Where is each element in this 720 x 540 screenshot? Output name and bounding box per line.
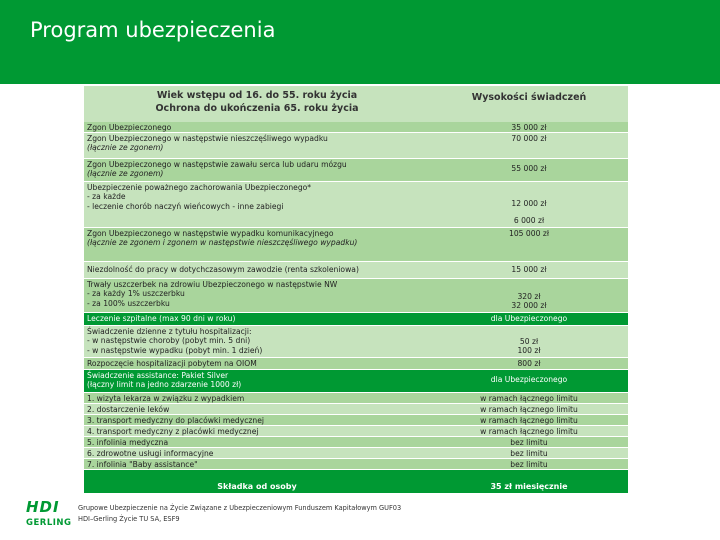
table-row [84,182,628,227]
row-value [430,292,628,311]
row-value-line: 50 zł [519,337,539,346]
row-label-line: - w następstwie wypadku (pobyt min. 1 dzień) [87,345,263,355]
header-benefit-amount: Wysokości świadczeń [471,92,587,103]
premium-row [84,470,628,493]
table-row [84,426,628,436]
table-row [84,404,628,414]
row-value [430,337,628,356]
row-label-line: - leczenie chorób naczyń wieńcowych - inne zabiegi [87,201,284,211]
logo-gerling-text: GERLING [26,518,72,528]
row-value: 70 000 zł [511,134,547,143]
row-label: 7. infolinia "Baby assistance" [87,460,198,469]
row-label [87,229,427,248]
row-label: Zgon Ubezpieczonego [87,123,172,132]
row-label [87,183,427,211]
row-label-line: - za każdy 1% uszczerbku [87,289,185,299]
row-label-line: Ubezpieczenie poważnego zachorowania Ubezpieczonego* [87,183,312,192]
hdi-gerling-logo [26,498,72,528]
row-value-line: 100 zł [517,346,541,356]
table-row [84,279,628,312]
premium-value: 35 zł miesięcznie [490,482,568,491]
row-label: 5. infolinia medyczna [87,438,169,447]
row-label: 2. dostarczenie leków [87,405,170,414]
row-value: w ramach łącznego limitu [480,405,578,414]
row-label: 6. zdrowotne usługi informacyjne [87,449,214,458]
table-row [84,262,628,278]
row-value: 15 000 zł [511,265,547,274]
logo-hdi-text: HDI [26,498,60,516]
row-label-line: (łącznie ze zgonem) [87,143,164,153]
row-label: Niezdolność do pracy w dotychczasowym zawodzie (renta szkoleniowa) [87,265,359,274]
row-value-line: 320 zł [517,292,541,301]
row-value: bez limitu [510,438,548,447]
row-value: bez limitu [510,449,548,458]
row-value: 105 000 zł [509,229,549,238]
row-value-line: 12 000 zł [511,199,547,208]
footnote [78,503,401,525]
table-row [84,437,628,447]
row-label: Rozpoczęcie hospitalizacji pobytem na OIOM [87,359,257,368]
row-value: bez limitu [510,460,548,469]
table-row [84,133,628,158]
header-bar [0,0,720,84]
header-age-line-2: Ochrona do ukończenia 65. roku życia [155,103,359,114]
row-label-line: Zgon Ubezpieczonego w następstwie nieszczęśliwego wypadku [87,134,328,143]
footnote-line-1: Grupowe Ubezpieczenie na Życie Związane z Ubezpieczeniowym Funduszem Kapitałowym GUF03 [78,504,402,512]
table-row [84,415,628,425]
row-value: 800 zł [517,359,541,368]
table-row [84,122,628,132]
table-row [84,159,628,181]
row-label-line: - w następstwie choroby (pobyt min. 5 dni) [87,336,251,346]
row-label: 3. transport medyczny do placówki medycznej [87,416,264,425]
row-label-line: Zgon Ubezpieczonego w następstwie wypadku komunikacyjnego [87,229,334,238]
row-label-line: - za każde [87,192,126,202]
table-row [84,358,628,369]
page-title: Program ubezpieczenia [30,18,276,42]
row-label-line: (łącznie ze zgonem i zgonem w następstwie nieszczęśliwego wypadku) [87,238,358,248]
row-value: w ramach łącznego limitu [480,416,578,425]
row-label [87,280,427,308]
row-label [87,371,427,390]
row-value-line: 32 000 zł [511,301,547,311]
row-value: dla Ubezpieczonego [490,375,568,384]
row-label [87,327,427,355]
premium-label: Składka od osoby [217,482,297,491]
row-value: 55 000 zł [511,164,547,173]
table-row [84,393,628,403]
benefits-table [84,86,628,493]
row-value: 35 000 zł [511,123,547,132]
header-age-cell [84,89,430,115]
row-value: w ramach łącznego limitu [480,427,578,436]
row-value: dla Ubezpieczonego [490,314,568,323]
row-label [87,134,427,153]
row-label: Leczenie szpitalne (max 90 dni w roku) [87,314,236,323]
row-value-line: 6 000 zł [513,216,545,226]
row-label-line: Świadczenie dzienne z tytułu hospitalizacji: [87,327,252,336]
table-row [84,313,628,325]
table-row [84,459,628,469]
row-label-line: (łącznie ze zgonem) [87,169,164,179]
row-label-line: Świadczenie assistance: Pakiet Silver [87,371,229,380]
table-header [84,86,628,122]
header-age-line-1: Wiek wstępu od 16. do 55. roku życia [156,90,358,101]
table-row [84,370,628,392]
row-label-line: - za 100% uszczerbku [87,298,170,308]
row-value [430,199,628,226]
row-value: w ramach łącznego limitu [480,394,578,403]
row-label-line: Trwały uszczerbek na zdrowiu Ubezpieczonego w następstwie NW [87,280,338,289]
row-label-line: (łączny limit na jedno zdarzenie 1000 zł) [87,380,242,390]
row-label: 1. wizyta lekarza w związku z wypadkiem [87,394,245,403]
table-row [84,228,628,261]
table-row [84,326,628,357]
row-label: 4. transport medyczny z placówki medycznej [87,427,259,436]
footnote-line-2: HDI–Gerling Życie TU SA, ESF9 [78,515,180,523]
row-label-line: Zgon Ubezpieczonego w następstwie zawału serca lub udaru mózgu [87,160,347,169]
table-row [84,448,628,458]
row-label [87,160,427,179]
